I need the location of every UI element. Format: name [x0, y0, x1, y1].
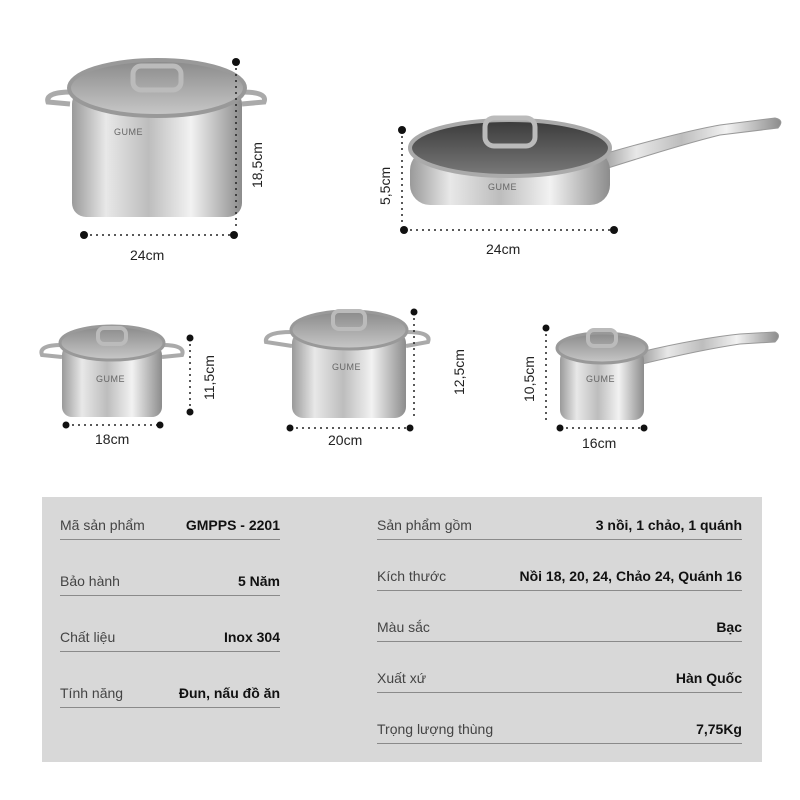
spec-value: 5 Năm — [237, 573, 280, 589]
spec-value: 3 nồi, 1 chảo, 1 quánh — [595, 517, 742, 533]
spec-row-product-code — [60, 509, 280, 540]
spec-label: Tính năng — [60, 685, 124, 701]
spec-value: Nồi 18, 20, 24, Chảo 24, Quánh 16 — [519, 568, 742, 584]
saucepan-16-image — [557, 330, 779, 420]
spec-label: Mã sản phẩm — [60, 517, 145, 533]
svg-text:GUME: GUME — [114, 127, 143, 137]
pot-24-height-label: 18,5cm — [249, 142, 265, 188]
spec-label: Kích thước — [377, 568, 447, 584]
spec-label: Bảo hành — [60, 573, 120, 589]
spec-row-feature — [60, 677, 280, 708]
spec-row-material — [60, 621, 280, 652]
spec-value: Hàn Quốc — [675, 670, 742, 686]
spec-row-origin — [377, 662, 742, 693]
pan-24-image — [410, 118, 781, 205]
spec-row-warranty — [60, 565, 280, 596]
spec-row-sizes — [377, 560, 742, 591]
pot-20-width-label: 20cm — [328, 432, 363, 448]
pot-24-image — [48, 60, 265, 217]
pot-20-image — [266, 311, 429, 418]
spec-value: Bạc — [716, 619, 742, 635]
spec-panel — [42, 497, 762, 762]
spec-label: Chất liệu — [60, 629, 116, 645]
pot-18-width-label: 18cm — [95, 431, 130, 447]
pan-24-width-label: 24cm — [486, 241, 521, 257]
pot-24-width-label: 24cm — [130, 247, 165, 263]
spec-label: Xuất xứ — [377, 670, 427, 686]
spec-label: Trọng lượng thùng — [377, 721, 494, 737]
spec-value: Inox 304 — [223, 629, 280, 645]
svg-text:GUME: GUME — [96, 374, 125, 384]
pot-18-height-label: 11,5cm — [201, 355, 217, 400]
spec-value: 7,75Kg — [696, 721, 742, 737]
saucepan-16-width-label: 16cm — [582, 435, 617, 451]
spec-row-includes — [377, 509, 742, 540]
spec-label: Sản phẩm gồm — [377, 517, 472, 533]
pan-24-height-label: 5,5cm — [377, 166, 393, 205]
spec-row-weight — [377, 713, 742, 744]
svg-text:GUME: GUME — [488, 182, 517, 192]
pot-20-height-label: 12,5cm — [451, 349, 467, 395]
saucepan-16-height-label: 10,5cm — [521, 356, 537, 402]
spec-value: Đun, nấu đồ ăn — [178, 685, 280, 701]
pot-18-image — [41, 326, 182, 417]
svg-text:GUME: GUME — [332, 362, 361, 372]
spec-label: Màu sắc — [377, 619, 430, 635]
spec-value: GMPPS - 2201 — [185, 517, 280, 533]
svg-text:GUME: GUME — [586, 374, 615, 384]
spec-row-color — [377, 611, 742, 642]
